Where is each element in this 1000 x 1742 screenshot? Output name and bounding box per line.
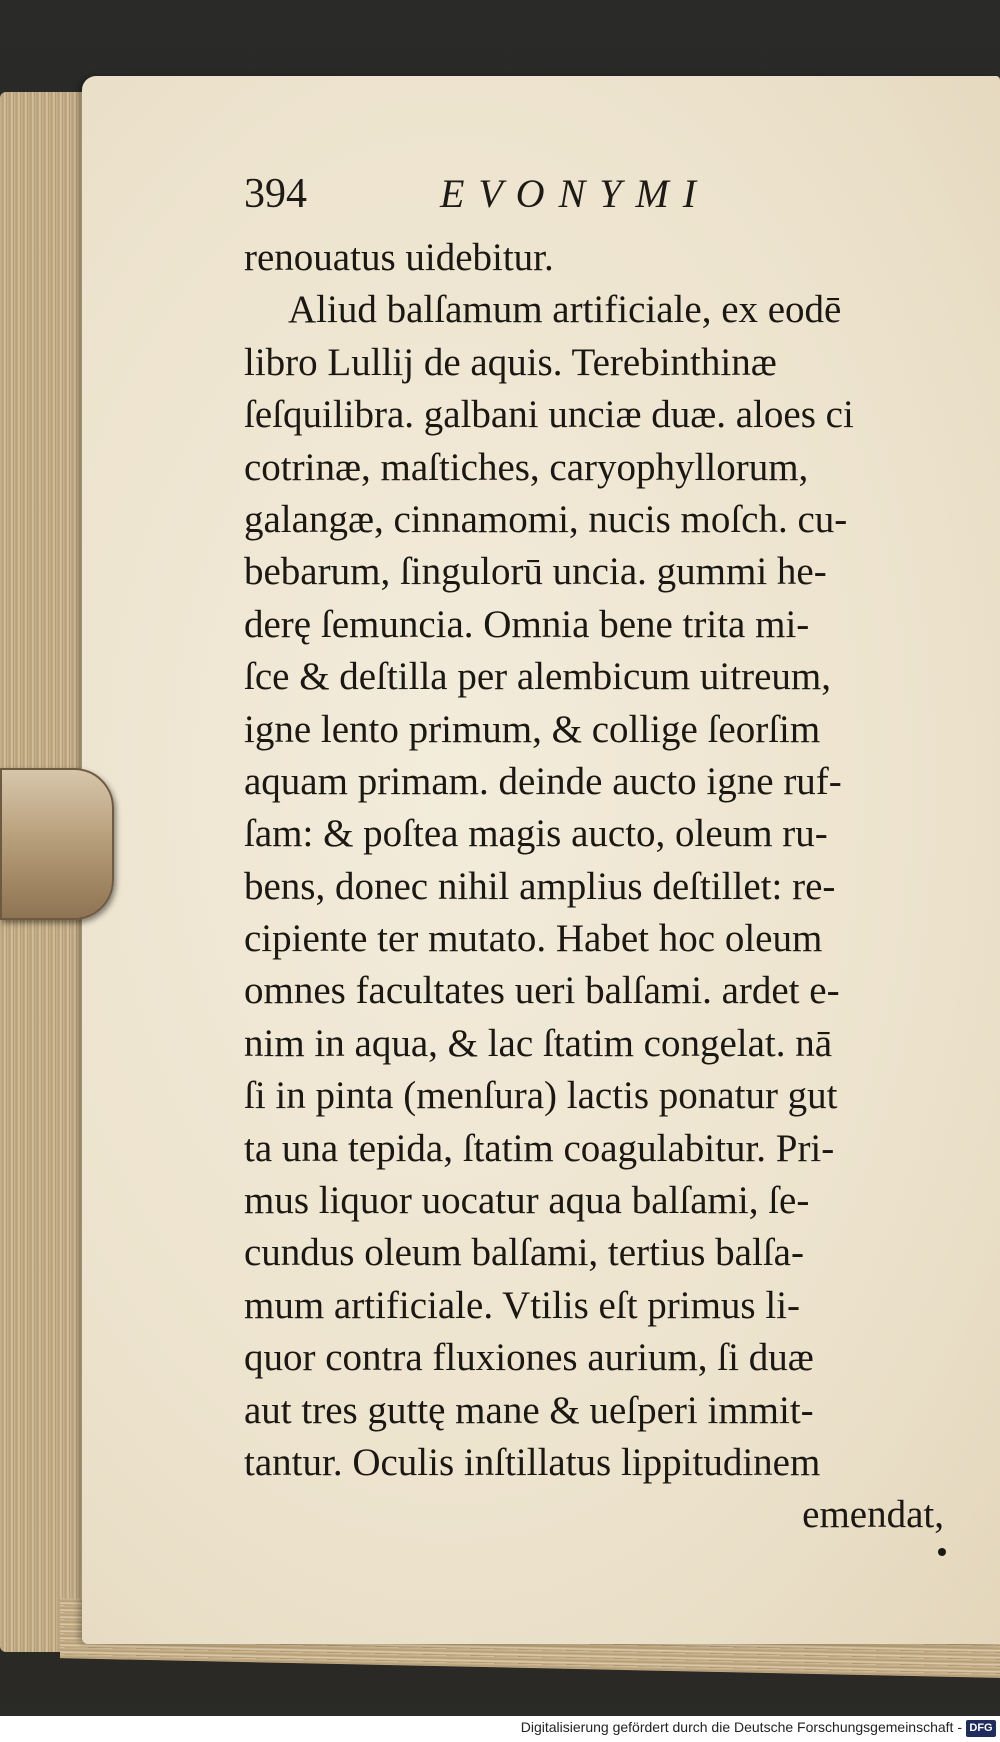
footer-bar bbox=[0, 1716, 1000, 1742]
text-line: igne lento primum, & collige ſeorſim bbox=[244, 707, 821, 751]
dfg-logo-icon: DFG bbox=[966, 1720, 996, 1737]
page-clip bbox=[0, 768, 114, 920]
text-line: galangæ, cinnamomi, nucis moſch. cu- bbox=[244, 497, 848, 541]
text-line: quor contra fluxiones aurium, ſi duæ bbox=[244, 1336, 814, 1380]
text-line: ſce & deſtilla per alembicum uitreum, bbox=[244, 655, 831, 699]
text-line: ſi in pinta (menſura) lactis ponatur gut bbox=[244, 1074, 838, 1118]
running-head: EVONYMI bbox=[440, 171, 711, 216]
page-number: 394 bbox=[244, 171, 307, 217]
text-line: omnes facultates ueri balſami. ardet e- bbox=[244, 969, 840, 1013]
text-line: aquam primam. deinde aucto igne ruf- bbox=[244, 759, 842, 803]
text-line: mus liquor uocatur aqua balſami, ſe- bbox=[244, 1179, 810, 1223]
text-line: Aliud balſamum artificiale, ex eodē bbox=[288, 288, 842, 332]
text-line: mum artificiale. Vtilis eſt primus li- bbox=[244, 1283, 801, 1327]
text-line: derę ſemuncia. Omnia bene trita mi- bbox=[244, 602, 810, 646]
text-line: renouatus uidebitur. bbox=[244, 236, 554, 279]
text-line: ta una tepida, ſtatim coagulabitur. Pri- bbox=[244, 1126, 835, 1170]
text-line: ſeſquilibra. galbani unciæ duæ. aloes ci bbox=[244, 393, 854, 437]
text-line: bebarum, ſingulorū uncia. gummi he- bbox=[244, 550, 827, 594]
catchword: emendat, bbox=[802, 1493, 944, 1537]
body-text bbox=[244, 232, 944, 1542]
funding-credit: Digitalisierung gefördert durch die Deutsche Forschungsgemeinschaft - bbox=[520, 1719, 962, 1735]
text-line: ſam: & poſtea magis aucto, oleum ru- bbox=[244, 812, 828, 856]
text-line: cipiente ter mutato. Habet hoc oleum bbox=[244, 917, 823, 961]
text-line: nim in aqua, & lac ſtatim congelat. nā bbox=[244, 1021, 833, 1065]
page-header bbox=[244, 170, 944, 226]
text-line: tantur. Oculis inſtillatus lippitudinem bbox=[244, 1440, 821, 1484]
ink-mark bbox=[938, 1548, 946, 1556]
text-line: libro Lullij de aquis. Terebinthinæ bbox=[244, 340, 777, 384]
text-line: aut tres guttę mane & ueſperi immit- bbox=[244, 1388, 814, 1432]
text-line: bens, donec nihil amplius deſtillet: re- bbox=[244, 864, 836, 908]
text-line: cundus oleum balſami, tertius balſa- bbox=[244, 1231, 804, 1275]
text-line: cotrinæ, maſtiches, caryophyllorum, bbox=[244, 445, 809, 489]
